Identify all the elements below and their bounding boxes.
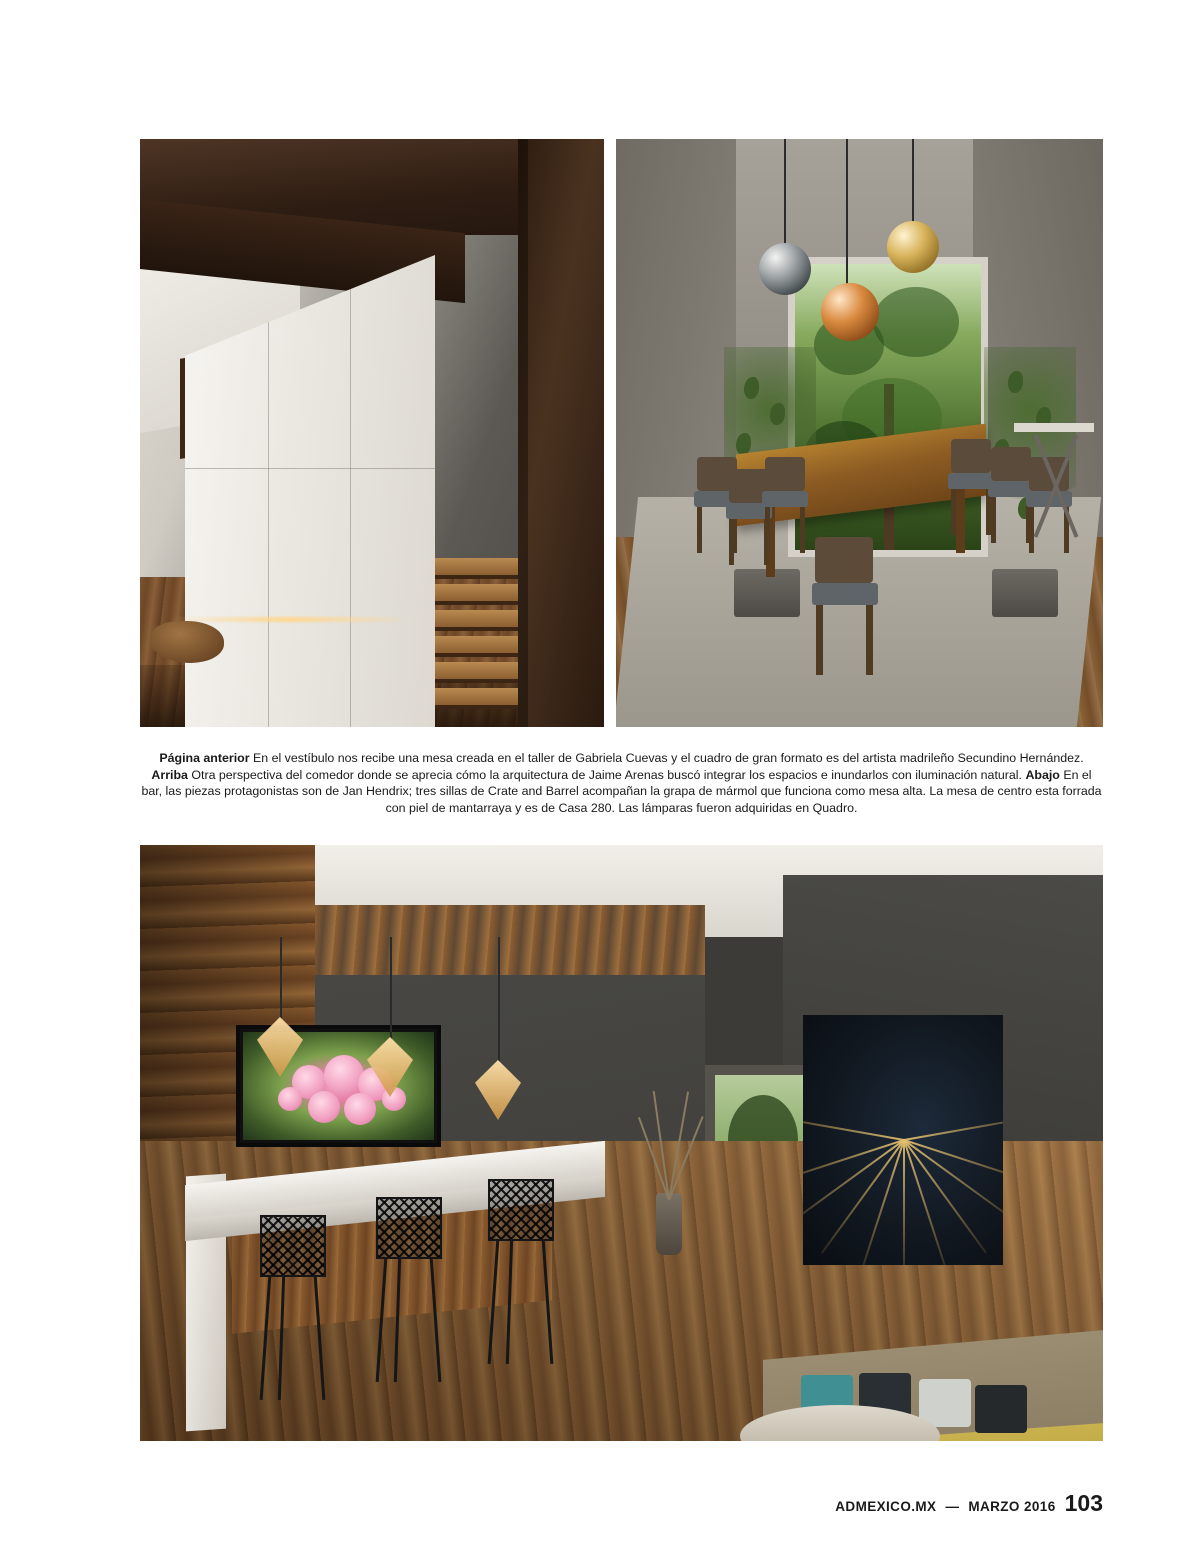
footer-dash: — xyxy=(945,1499,960,1514)
dining-planter-right xyxy=(992,569,1058,617)
wall-artwork xyxy=(803,1015,1003,1265)
branch-vase xyxy=(638,1075,698,1255)
photo-bar-living xyxy=(140,845,1103,1441)
page-footer xyxy=(835,1490,1103,1517)
footer-publication: ADMEXICO.MX xyxy=(835,1499,937,1514)
caption-text-3: En el bar, las piezas protagonistas son de Jan Hendrix; tres sillas de Crate and Barrel acompañan la grapa de mármol que funciona como mesa alta. La mesa de centro esta forrada con piel de mantarraya y es de Casa 280. Las lámparas fueron adquiridas en Quadro. xyxy=(141,767,1102,816)
figure-caption xyxy=(140,750,1103,817)
dining-side-table xyxy=(1019,431,1089,541)
caption-lead-1: Página anterior xyxy=(159,751,250,765)
dining-chair-front xyxy=(812,537,878,677)
bar-wood-band xyxy=(315,905,705,975)
top-photo-row xyxy=(140,139,1103,727)
caption-lead-3: Abajo xyxy=(1025,767,1060,782)
caption-lead-2: Arriba xyxy=(151,767,188,782)
pendant-cord-c xyxy=(498,937,500,1065)
pendant-cord-a xyxy=(280,937,282,1022)
photo-entry-hall xyxy=(140,139,604,727)
bar-stool xyxy=(376,1197,442,1382)
sofa-pillow-dark xyxy=(975,1385,1027,1433)
pendant-lamp-copper xyxy=(821,283,879,341)
photo-dining-room xyxy=(616,139,1103,727)
pendant-lamp-silver xyxy=(759,243,811,295)
footer-issue-date: MARZO 2016 xyxy=(968,1499,1056,1514)
pendant-cord-1 xyxy=(784,139,786,247)
pendant-cord-b xyxy=(390,937,392,1042)
bar-stool xyxy=(488,1179,554,1364)
page-number: 103 xyxy=(1064,1490,1103,1516)
dining-chair xyxy=(762,457,808,553)
pendant-cord-3 xyxy=(912,139,914,225)
caption-text-1: En el vestíbulo nos recibe una mesa creada en el taller de Gabriela Cuevas y el cuadro de gran formato es del artista madrileño Secundino Hernández. xyxy=(249,751,1084,765)
caption-text-2: Otra perspectiva del comedor donde se aprecia cómo la arquitectura de Jaime Arenas buscó integrar los espacios e inundarlos con iluminación natural. xyxy=(187,767,1026,782)
pendant-cord-2 xyxy=(846,139,848,287)
pendant-lamp-gold xyxy=(887,221,939,273)
living-coffee-table xyxy=(740,1405,940,1441)
bar-stool xyxy=(260,1215,326,1400)
hall-dark-column xyxy=(518,139,604,727)
hall-floor-light xyxy=(172,617,402,622)
